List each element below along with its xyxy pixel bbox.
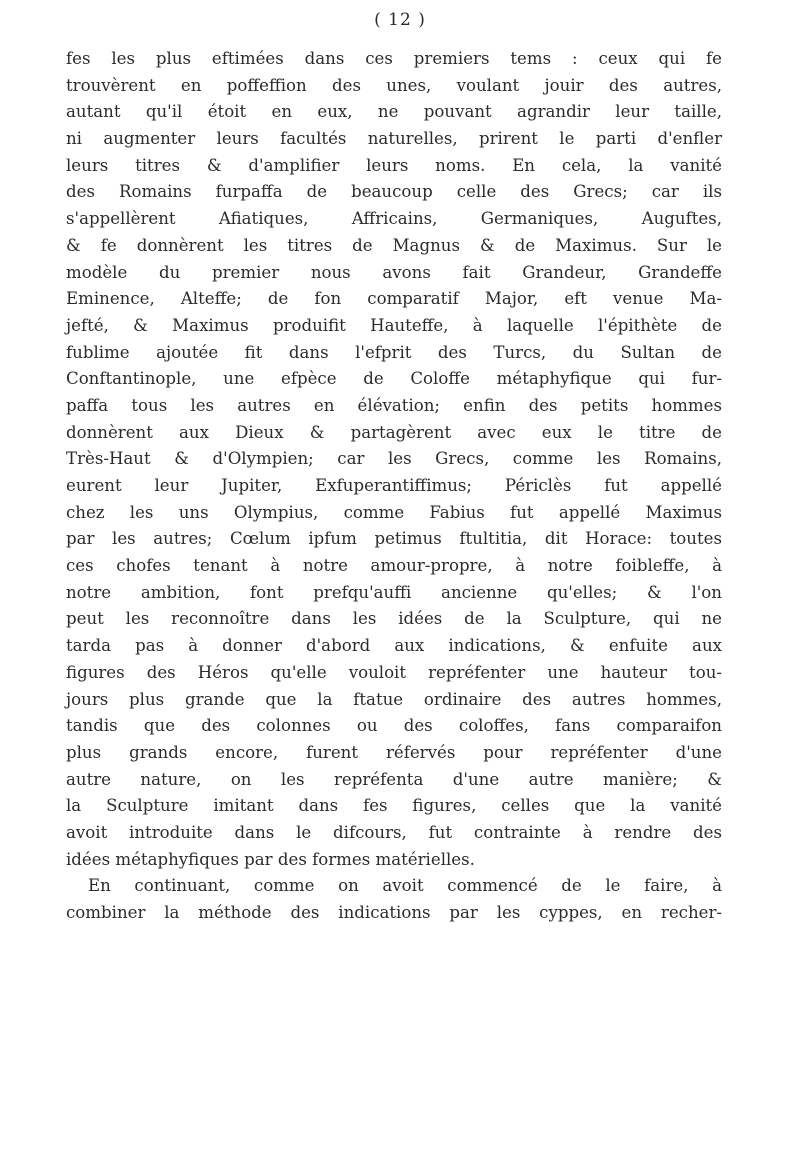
text-line: eurent leur Jupiter, Exfuperantiffimus; Périclès fut appellé	[66, 476, 722, 495]
text-line: chez les uns Olympius, comme Fabius fut appellé Maximus	[66, 502, 722, 522]
text-line: la Sculpture imitant dans fes figures, celles que la vanité	[66, 796, 722, 816]
text-line: par les autres; Cœlum ipfum petimus ftultitia, dit Horace: toutes	[66, 529, 722, 549]
text-line: trouvèrent en poffeffion des unes, voulant jouir des autres,	[66, 75, 722, 95]
text-line: donnèrent aux Dieux & partagèrent avec eux le titre de	[66, 422, 722, 442]
text-line: Conftantinople, une efpèce de Coloffe métaphyfique qui fur-	[66, 369, 722, 389]
text-line: ces chofes tenant à notre amour-propre, à notre foibleffe, à	[66, 556, 722, 576]
text-line: En continuant, comme on avoit commencé de le faire, à	[88, 876, 722, 896]
text-line: fublime ajoutée fit dans l'efprit des Turcs, du Sultan de	[66, 342, 722, 362]
text-line: autre nature, on les repréfenta d'une autre manière; &	[66, 769, 722, 789]
text-line: plus grands encore, furent réfervés pour repréfenter d'une	[66, 742, 722, 762]
text-line: Eminence, Alteffe; de fon comparatif Major, eft venue Ma-	[66, 289, 722, 309]
text-line: paffa tous les autres en élévation; enfin des petits hommes	[66, 395, 722, 415]
text-line: tandis que des colonnes ou des coloffes, fans comparaifon	[66, 716, 722, 736]
text-line: des Romains furpaffa de beaucoup celle des Grecs; car ils	[66, 182, 722, 202]
text-line: avoit introduite dans le difcours, fut contrainte à rendre des	[66, 822, 722, 842]
text-line: s'appellèrent Afiatiques, Affricains, Germaniques, Auguftes,	[66, 209, 722, 229]
text-line: fes les plus eftimées dans ces premiers tems : ceux qui fe	[66, 49, 722, 68]
text-line: notre ambition, font prefqu'auffi ancienne qu'elles; & l'on	[66, 582, 722, 602]
text-line: leurs titres & d'amplifier leurs noms. En cela, la vanité	[66, 155, 722, 175]
text-line: & fe donnèrent les titres de Magnus & de Maximus. Sur le	[66, 235, 722, 255]
text-line: autant qu'il étoit en eux, ne pouvant agrandir leur taille,	[66, 102, 722, 122]
text-line: modèle du premier nous avons fait Grandeur, Grandeffe	[66, 262, 722, 282]
page-number: ( 12 )	[374, 10, 426, 30]
text-line: idées métaphyfiques par des formes matérielles.	[66, 849, 475, 869]
text-line: combiner la méthode des indications par les cyppes, en recher-	[66, 903, 722, 922]
text-line: ni augmenter leurs facultés naturelles, prirent le parti d'enfler	[66, 129, 722, 149]
text-line: figures des Héros qu'elle vouloit repréfenter une hauteur tou-	[66, 662, 722, 682]
text-line: jefté, & Maximus produifit Hauteffe, à laquelle l'épithète de	[66, 315, 722, 335]
body-text	[66, 46, 722, 927]
text-line: Très-Haut & d'Olympien; car les Grecs, comme les Romains,	[66, 449, 722, 469]
text-line: tarda pas à donner d'abord aux indications, & enfuite aux	[66, 636, 722, 656]
text-line: jours plus grande que la ftatue ordinaire des autres hommes,	[66, 689, 722, 709]
text-line: peut les reconnoître dans les idées de la Sculpture, qui ne	[66, 609, 722, 629]
